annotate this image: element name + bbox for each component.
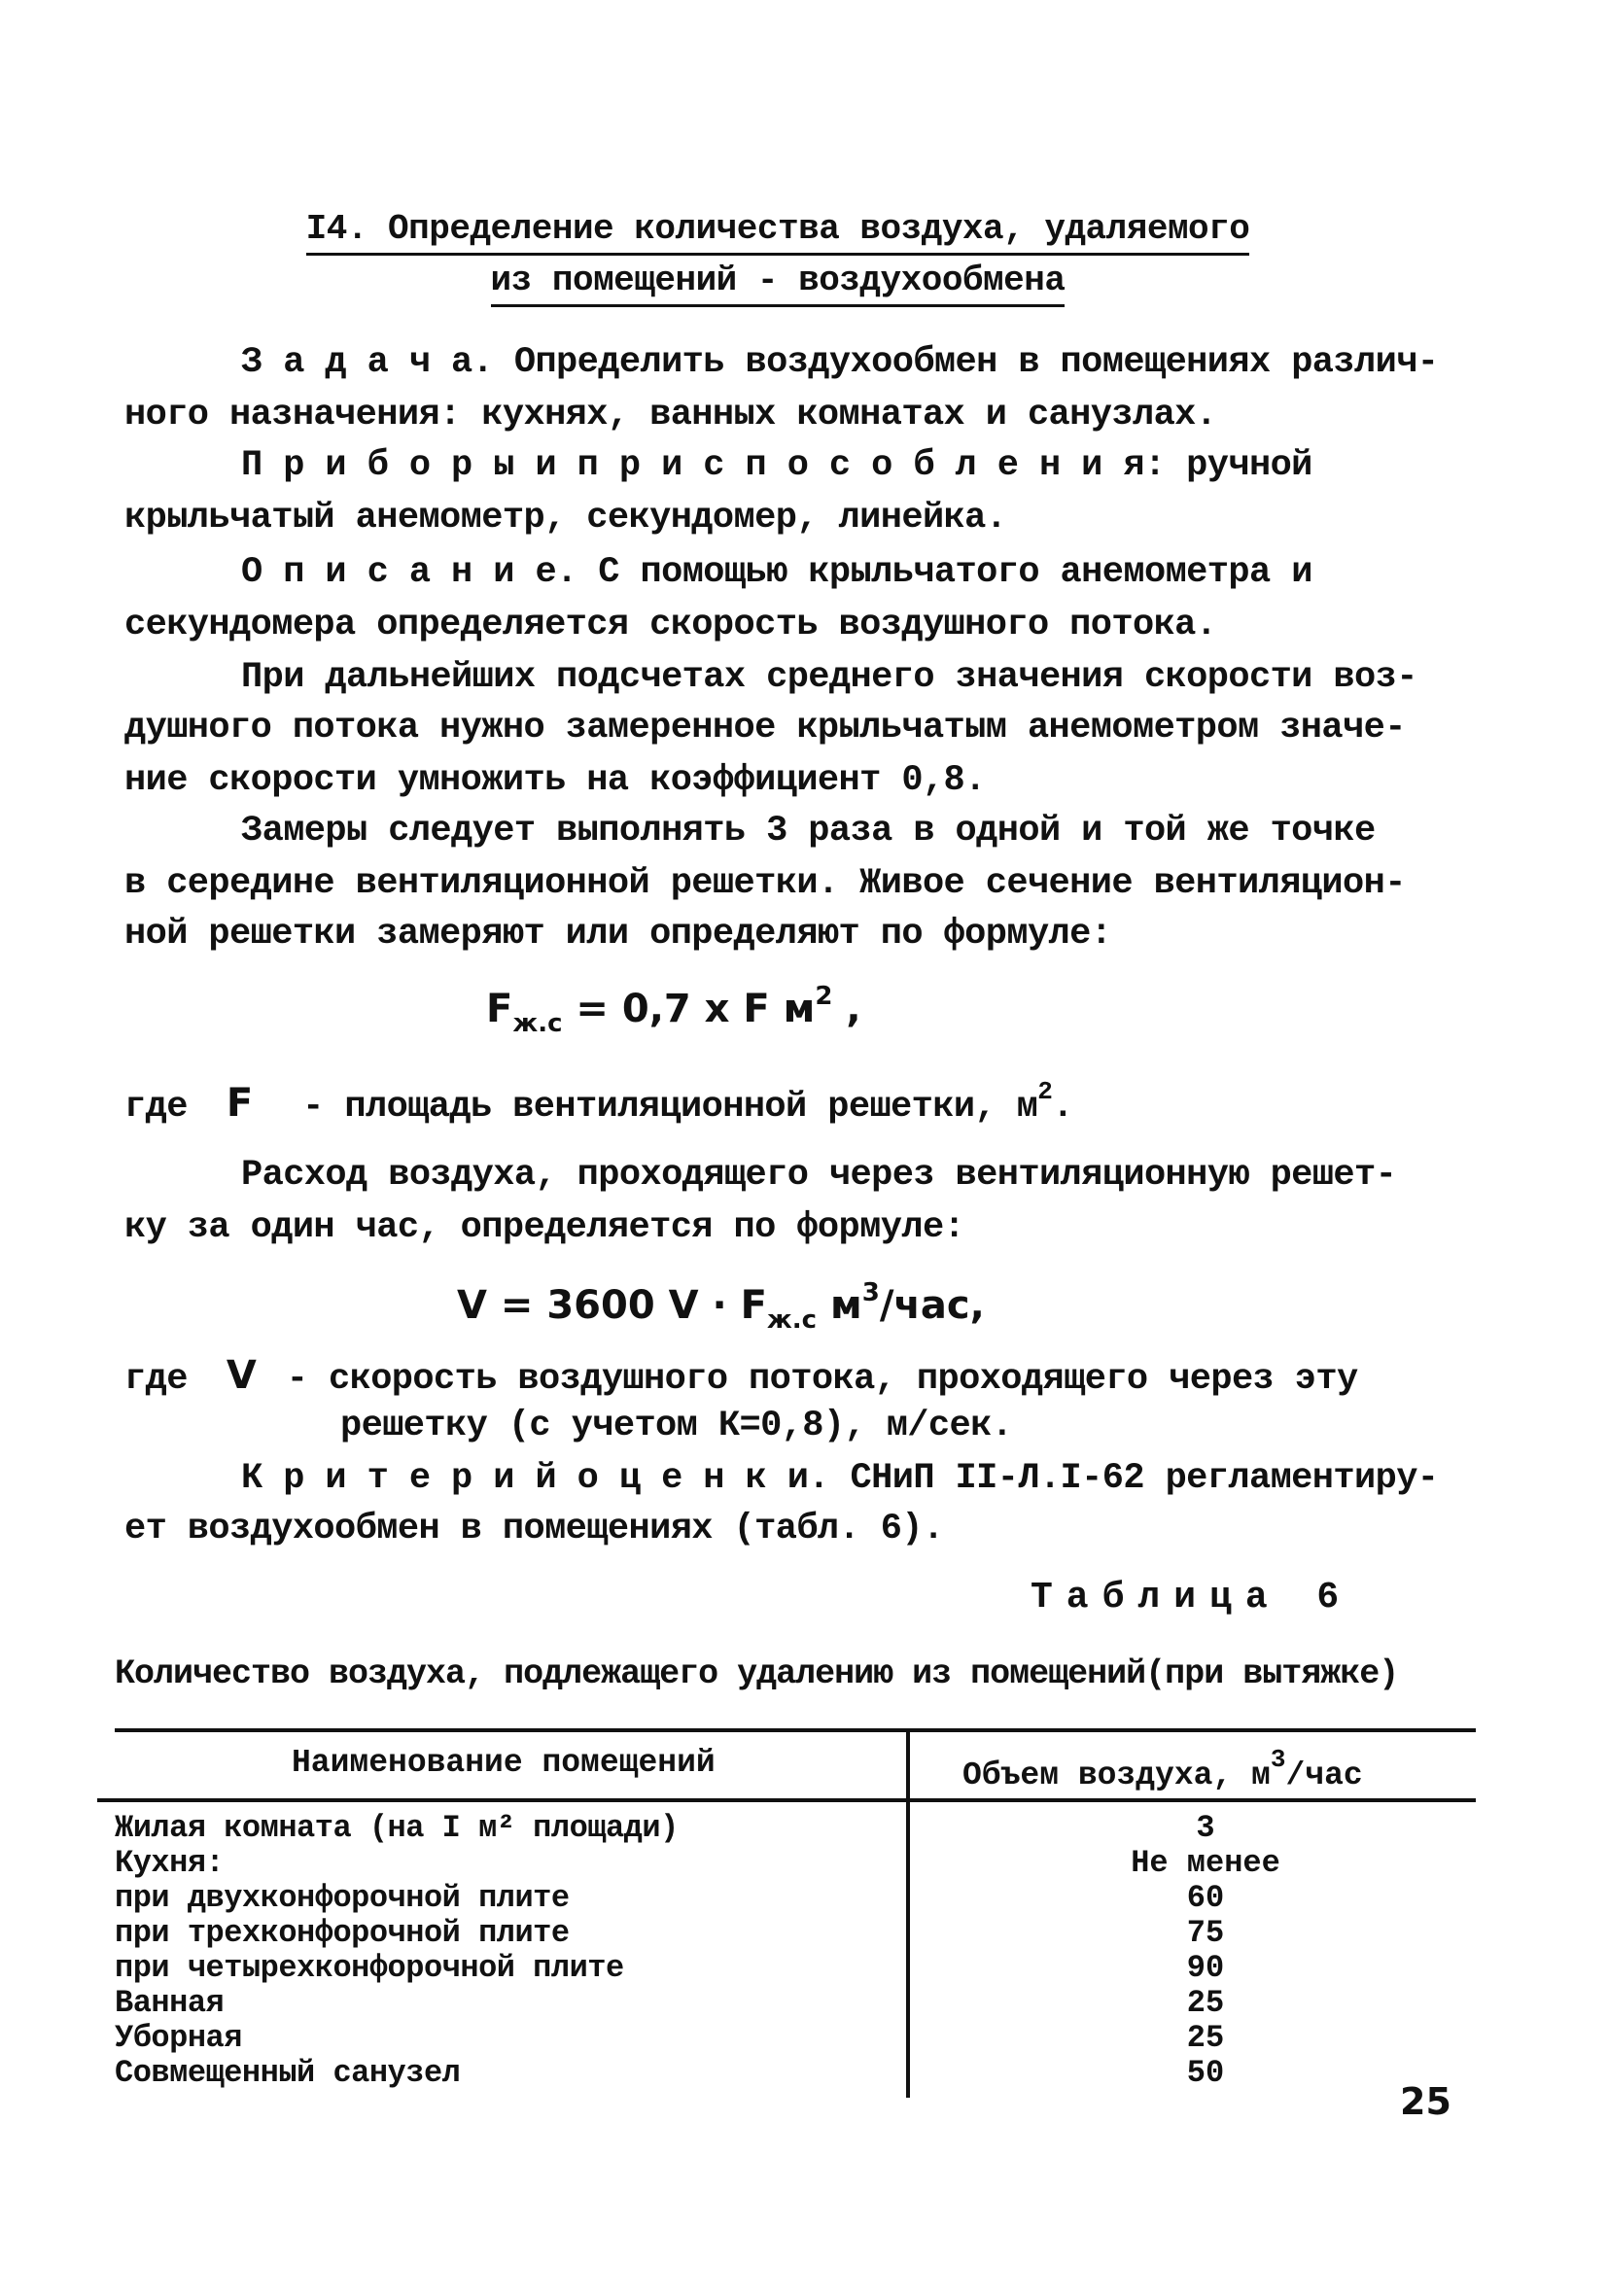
- tools-paragraph-line-1: П р и б о р ы и п р и с п о с о б л е н и я: ручной: [241, 445, 1312, 486]
- table-row-name: Жилая комната (на I м² площади): [115, 1810, 679, 1846]
- paragraph-3-line-2: ку за один час, определяется по формуле:: [124, 1207, 965, 1248]
- formula-2-explanation-line-2: решетку (с учетом К=0,8), м/сек.: [340, 1406, 1013, 1446]
- formula-2-explanation-line-1: где V - скорость воздушного потока, проходящего через эту: [124, 1353, 1358, 1400]
- table-caption: Таблица 6: [1031, 1577, 1353, 1618]
- formula-air-flow: V = 3600 $V \cdot F_{ж.с}$ $м^3$/час,: [457, 1278, 985, 1335]
- task-paragraph-line-1: З а д а ч а. Определить воздухообмен в помещениях различ-: [241, 342, 1439, 383]
- paragraph-2-line-2: в середине вентиляционной решетки. Живое сечение вентиляцион-: [124, 863, 1406, 904]
- table-header-rule: [97, 1798, 1476, 1802]
- tools-paragraph-line-2: крыльчатый анемометр, секундомер, линейка.: [124, 498, 1007, 539]
- criterion-paragraph-line-1: К р и т е р и й о ц е н к и. СНиП II-Л.I-62 регламентиру-: [241, 1458, 1439, 1499]
- paragraph-1-line-3: ние скорости умножить на коэффициент 0,8.: [124, 760, 986, 801]
- paragraph-3-line-1: Расход воздуха, проходящего через вентиляционную решет-: [241, 1155, 1397, 1196]
- section-title-line-1: I4. Определение количества воздуха, удаляемого: [292, 209, 1264, 249]
- table-header-room-name: Наименование помещений: [292, 1745, 716, 1781]
- table-row-name: Ванная: [115, 1985, 225, 2021]
- document-page: I4. Определение количества воздуха, удаляемого из помещений - воздухообмена З а д а ч а. Определить воздухообмен в помещениях различ- ного назначения: кухнях, ванных комнатах и санузлах. П р и б о р ы и п р и с п о с о б л е н и я: ручной крыльчатый анемометр, секундомер, линейка. О п и с а н и е. С помощью крыльчатого анемометра и секундомера определяется скорость воздушного потока. При дальнейших подсчетах среднего значения скорости воз- душного потока нужно замеренное крыльчатым анемометром значе- ние скорости умножить на коэффициент 0,8. Замеры следует выполнять 3 раза в одной и той же точке в середине вентиляционной решетки. Живое сечение вентиляцион- ной решетки замеряют или определяют по формуле: $F_{ж.с} = 0,7$ х F $м^2$ , где F - площадь вентиляционной решетки, $м^2$. Расход воздуха, проходящего через вентиляционную решет- ку за один час, определяется по формуле: V = 3600 $V \cdot F_{ж.с}$ $м^3$/час, где V - скорость воздушного потока, проходящего через эту решетку (с учетом К=0,8), м/сек. К р и т е р и й о ц е н к и. СНиП II-Л.I-62 регламентиру- ет воздухообмен в помещениях (табл. 6). Таблица 6 Количество воздуха, подлежащего удалению из помещений(при вытяжке) Наименование помещений Объем воздуха, $м^3$/час Жилая комната (на I м² площади) Кухня: при двухконфорочной плите при трехконфорочной плите при четырехконфорочной плите Ванная Уборная Совмещенный санузел 3 Не менее 60 75 90 25 25 50 25: [0, 0, 1608, 2296]
- paragraph-1-line-1: При дальнейших подсчетах среднего значения скорости воз-: [241, 657, 1417, 698]
- page-number: 25: [1400, 2080, 1451, 2123]
- description-paragraph-line-1: О п и с а н и е. С помощью крыльчатого анемометра и: [241, 552, 1312, 593]
- paragraph-2-line-3: ной решетки замеряют или определяют по формуле:: [124, 914, 1112, 955]
- paragraph-1-line-2: душного потока нужно замеренное крыльчатым анемометром значе-: [124, 708, 1406, 748]
- formula-1-explanation: где F - площадь вентиляционной решетки, $м^2$.: [124, 1077, 1073, 1128]
- table-row-name: Уборная: [115, 2020, 242, 2056]
- table-row-name: при трехконфорочной плите: [115, 1915, 570, 1951]
- criterion-paragraph-line-2: ет воздухообмен в помещениях (табл. 6).: [124, 1509, 944, 1549]
- table-row-name: при четырехконфорочной плите: [115, 1950, 624, 1986]
- paragraph-2-line-1: Замеры следует выполнять 3 раза в одной и той же точке: [241, 811, 1376, 852]
- table-row-name: при двухконфорочной плите: [115, 1880, 570, 1916]
- formula-live-section: $F_{ж.с} = 0,7$ х F $м^2$ ,: [486, 982, 861, 1038]
- task-paragraph-line-2: ного назначения: кухнях, ванных комнатах и санузлах.: [124, 395, 1217, 435]
- table-column-divider: [906, 1728, 910, 2098]
- table-header-air-volume: Объем воздуха, $м^3$/час: [962, 1745, 1363, 1793]
- section-title-line-2: из помещений - воздухообмена: [292, 261, 1264, 300]
- table-row-name: Кухня:: [115, 1845, 225, 1881]
- table-row-name: Совмещенный санузел: [115, 2055, 461, 2091]
- table-title: Количество воздуха, подлежащего удалению из помещений(при вытяжке): [115, 1654, 1399, 1693]
- description-paragraph-line-2: секундомера определяется скорость воздушного потока.: [124, 605, 1217, 645]
- table-top-rule: [115, 1728, 1476, 1732]
